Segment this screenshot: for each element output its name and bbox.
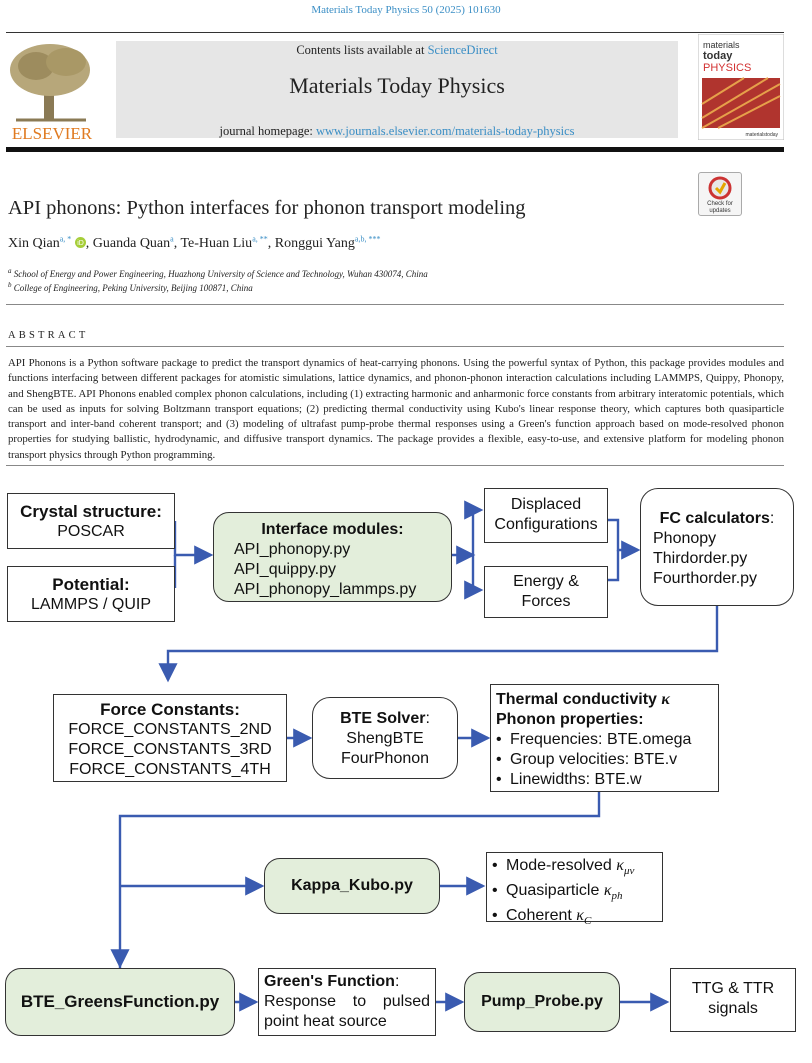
arrow-fc-to-constants <box>168 606 717 680</box>
box-title: Thermal conductivity <box>496 691 662 708</box>
box-line: FORCE_CONSTANTS_2ND <box>68 721 272 738</box>
box-title: Crystal structure: <box>20 502 162 521</box>
affiliation-mark: a <box>8 267 12 275</box>
author-sup[interactable]: a, * <box>59 234 72 244</box>
box-line: Thirdorder.py <box>653 550 748 567</box>
kappa-kubo-box <box>264 858 440 914</box>
box-subtitle: Phonon properties: <box>496 711 644 728</box>
crystal-structure-box <box>7 493 175 549</box>
kappa-subscript: μν <box>623 865 635 878</box>
box-line: API_quippy.py <box>234 561 336 578</box>
bullet-item <box>492 906 662 931</box>
box-title: Force Constants: <box>100 700 240 719</box>
greens-function-box <box>258 968 436 1036</box>
bullet-text: Mode-resolved <box>506 857 617 874</box>
box-line: Forces <box>521 593 571 610</box>
author-name[interactable]: Xin Qian <box>8 236 60 251</box>
bullet-text: Coherent <box>506 907 577 925</box>
box-line: API_phonopy_lammps.py <box>234 581 417 598</box>
cover-line2: today <box>703 50 733 62</box>
displaced-configurations-box <box>484 488 608 543</box>
bullet-text: Quasiparticle <box>506 882 604 900</box>
bullet-item: • Linewidths: BTE.w <box>496 770 718 790</box>
box-line: signals <box>708 1000 758 1017</box>
box-colon: : <box>769 510 775 527</box>
box-line: LAMMPS / QUIP <box>30 596 152 613</box>
box-title: Kappa_Kubo.py <box>291 877 413 894</box>
author-name[interactable]: Guanda Quan <box>92 236 171 251</box>
author-name[interactable]: Te-Huan Liu <box>180 236 253 251</box>
box-line: Displaced <box>510 496 582 513</box>
kappa-subscript: C <box>583 915 592 928</box>
publisher-name: ELSEVIER <box>11 124 93 143</box>
bullet-item: • Frequencies: BTE.omega <box>496 730 718 750</box>
abstract-heading: ABSTRACT <box>8 330 89 341</box>
box-line: POSCAR <box>57 523 125 540</box>
box-line: Configurations <box>494 516 598 533</box>
box-line: Phonopy <box>653 530 717 547</box>
cover-line1: materials <box>703 40 740 50</box>
box-title: BTE Solver <box>340 710 426 727</box>
box-line: Fourthorder.py <box>653 570 758 587</box>
affiliation-mark: b <box>8 281 12 289</box>
cover-line3: PHYSICS <box>703 62 752 74</box>
contents-prefix: Contents lists available at <box>296 43 428 57</box>
author-list: Xin Qian$^{a, *}$ iD , Guanda Quan$^a$, Te-Huan Liu$^{a, **}$, Ronggui Yang$^{a,b, ***}$ <box>8 234 381 251</box>
box-line: ShengBTE <box>346 730 424 747</box>
kappa-symbol: κ <box>603 882 612 900</box>
bte-greens-function-box <box>5 968 235 1036</box>
box-line: API_phonopy.py <box>234 541 351 558</box>
kappa-symbol: κ <box>661 691 670 708</box>
svg-text:Check for: Check for <box>707 201 733 207</box>
box-title: BTE_GreensFunction.py <box>20 992 220 1011</box>
citation-line[interactable]: Materials Today Physics 50 (2025) 101630 <box>311 4 501 16</box>
kappa-symbol: κ <box>576 907 584 925</box>
svg-text:updates: updates <box>709 208 731 214</box>
box-line: Energy & <box>513 573 579 590</box>
bte-solver-box <box>312 697 458 779</box>
pump-probe-box <box>464 972 620 1032</box>
box-line: FourPhonon <box>340 750 430 767</box>
journal-name: Materials Today Physics <box>289 73 505 98</box>
connector-energy-to-fc <box>608 550 618 580</box>
sciencedirect-link[interactable]: ScienceDirect <box>427 43 498 57</box>
bullet-item <box>492 881 662 906</box>
affiliation-text: College of Engineering, Peking University, Beijing 100871, China <box>13 283 253 293</box>
bullet-item: • Group velocities: BTE.v <box>496 750 718 770</box>
ttg-ttr-signals-box <box>670 968 796 1032</box>
potential-box <box>7 566 175 622</box>
kappa-symbol: κ <box>616 857 624 874</box>
energy-forces-box <box>484 566 608 618</box>
article-title: API phonons: Python interfaces for phonon transport modeling <box>8 197 526 219</box>
connector-crystal <box>175 521 196 555</box>
cover-foot: materialstoday <box>745 132 778 138</box>
box-line: FORCE_CONSTANTS_4TH <box>69 761 271 778</box>
bullet-item <box>492 856 662 881</box>
affiliation-text: School of Energy and Power Engineering, Huazhong University of Science and Technology, Wuhan 430074, China <box>13 269 428 279</box>
homepage-link[interactable]: www.journals.elsevier.com/materials-today-physics <box>316 124 575 138</box>
thermal-conductivity-box <box>490 684 719 792</box>
box-line: Response to pulsed <box>264 993 430 1010</box>
box-title: Potential: <box>52 575 130 594</box>
svg-text:iD: iD <box>76 240 84 247</box>
abstract-text: API Phonons is a Python software package to predict the transport dynamics of heat-carrying phonons. Using the powerful syntax of Python, this package provides modules and functions interfacing between different packages for atomistic simulations, lattice dynamics, and phonon-phonon interaction calculations including LAMMPS, Quippy, Phonopy, and ShengBTE. API Phonons enabled complex phonon calculations, including (1) extracting harmonic and anharmonic force constants from arbitrary interatomic potentials, which can be used as inputs for solving Boltzmann transport equations; (2) predicting thermal conductivity using Kubo's linear response theory, which captures both quasiparticle transport and inter-band coherent transport; and (3) modeling of ultrafast pump-probe thermal responses using a Green's function approach based on mode-resolved phonon properties for studying ballistic, hydrodynamic, and diffusive transport dynamics. The package provides a flexible, easy-to-use, and extensive platform for modeling phonon transport physics through Python programming. <box>8 357 784 461</box>
kubo-output-box <box>486 852 663 928</box>
author-sup[interactable]: a,b, *** <box>354 234 381 244</box>
box-title: Green's Function <box>264 973 395 990</box>
box-line: point heat source <box>264 1013 387 1030</box>
box-colon: : <box>425 710 430 727</box>
fc-calculators-box <box>640 488 794 606</box>
box-line: FORCE_CONSTANTS_3RD <box>68 741 272 758</box>
author-sup[interactable]: a, ** <box>252 234 268 244</box>
arrow-displaced-to-fc <box>608 520 638 550</box>
box-title: FC calculators <box>659 510 770 527</box>
box-title: Interface modules: <box>261 521 404 538</box>
author-name[interactable]: Ronggui Yang <box>274 236 355 251</box>
author-sup[interactable]: a <box>170 234 174 244</box>
force-constants-box <box>53 694 287 782</box>
kappa-subscript: ph <box>611 890 623 903</box>
interface-modules-box <box>213 512 452 602</box>
box-colon: : <box>394 973 400 990</box>
box-title: Pump_Probe.py <box>481 993 603 1010</box>
box-line: TTG & TTR <box>691 980 775 997</box>
homepage-prefix: journal homepage: <box>219 124 316 138</box>
